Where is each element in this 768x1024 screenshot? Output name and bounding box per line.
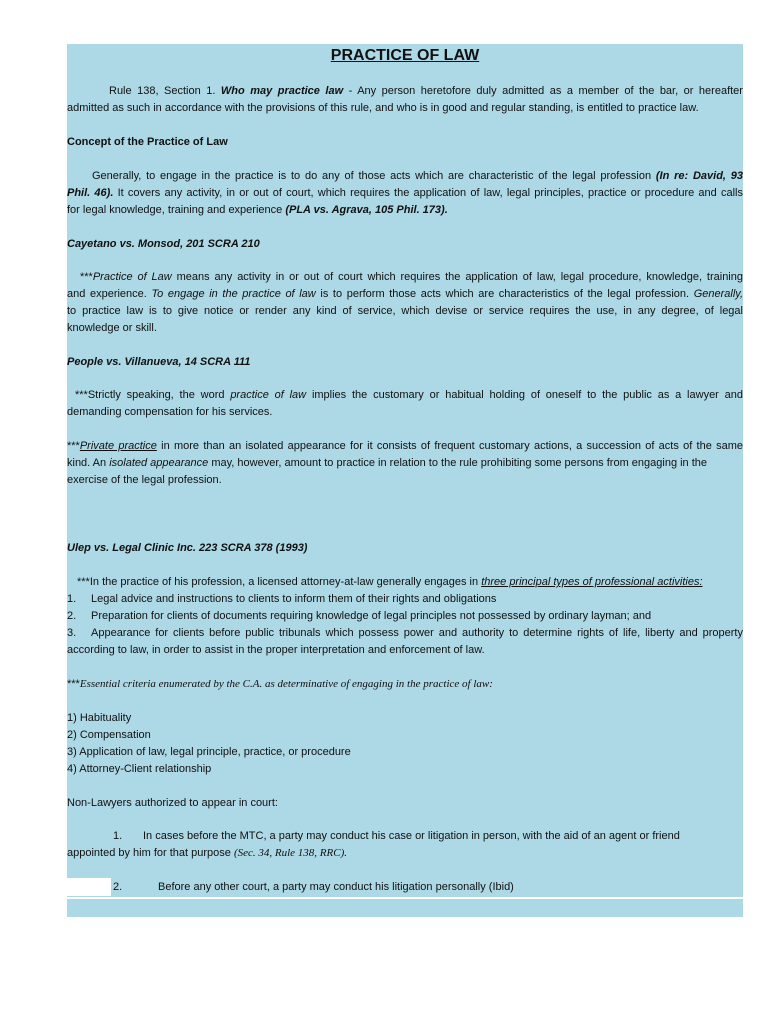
ulep-three-types: three principal types of professional activities: <box>481 576 703 588</box>
concept-text: Generally, to engage in the practice is to do any of those acts which are characteristic of the legal profession <box>92 170 652 182</box>
criteria-text: Essential criteria enumerated by the C.A. as determinative of engaging in the practice of law: <box>79 678 493 690</box>
rule-lead: Rule 138, Section 1. <box>109 85 216 97</box>
people-private-text-2c: may, however, amount to practice in relation to the rule prohibiting some persons from engaging in the <box>211 457 708 469</box>
criteria-item-2: 2) Compensation <box>67 729 151 741</box>
ulep-item-text: Preparation for clients of documents requiring knowledge of legal principles not possessed by ordinary layman; and <box>91 610 652 622</box>
cayetano-line-4: knowledge or skill. <box>67 322 157 334</box>
cayetano-text-2c: is to perform those acts which are characteristics of the legal profession. <box>320 288 690 300</box>
criteria-item-3: 3) Application of law, legal principle, practice, or procedure <box>67 746 351 758</box>
nonlawyers-item-text-2: appointed by him for that purpose <box>67 847 231 859</box>
people-line-1 <box>67 387 743 404</box>
document-footer-band <box>67 899 743 917</box>
cayetano-line-2 <box>67 286 743 303</box>
people-isolated-appearance: isolated appearance <box>109 457 209 469</box>
cayetano-stars: *** <box>80 271 93 283</box>
cayetano-heading: Cayetano vs. Monsod, 201 SCRA 210 <box>67 238 260 250</box>
concept-citation-agrava: (PLA vs. Agrava, 105 Phil. 173). <box>285 204 448 216</box>
people-private-practice: Private practice <box>79 440 157 452</box>
people-private-line-3: exercise of the legal profession. <box>67 474 222 486</box>
ulep-heading: Ulep vs. Legal Clinic Inc. 223 SCRA 378 (1993) <box>67 542 308 554</box>
nonlawyers-heading: Non-Lawyers authorized to appear in court: <box>67 797 278 809</box>
cayetano-generally: Generally, <box>693 288 744 300</box>
people-text-1a: ***Strictly speaking, the word <box>75 389 225 401</box>
rule-paragraph-line-1 <box>67 83 743 100</box>
rule-who-may-practice: Who may practice law <box>220 85 344 97</box>
cayetano-practice-of-law: Practice of Law <box>92 271 172 283</box>
concept-text-2: It covers any activity, in or out of court, which requires the application of law, legal principles, practice or procedure and calls <box>117 187 743 199</box>
concept-heading: Concept of the Practice of Law <box>67 136 228 148</box>
ulep-item-1 <box>67 591 743 608</box>
nonlawyers-item-text: Before any other court, a party may conduct his litigation personally (Ibid) <box>158 881 514 893</box>
ulep-item-number: 2. <box>67 610 77 622</box>
nonlawyers-item-number: 2. <box>113 881 123 893</box>
people-private-line-2 <box>67 455 743 472</box>
cayetano-line-1 <box>67 269 743 286</box>
document-title: PRACTICE OF LAW <box>330 47 480 64</box>
nonlawyers-item-2 <box>67 879 743 896</box>
concept-text-3: for legal knowledge, training and experience <box>67 204 283 216</box>
concept-line-1 <box>67 168 743 185</box>
people-private-line-1 <box>67 438 743 455</box>
ulep-intro <box>67 574 743 591</box>
ulep-item-3 <box>67 625 743 642</box>
ulep-intro-text: ***In the practice of his profession, a licensed attorney-at-law generally engages in <box>77 576 479 588</box>
criteria-stars: *** <box>67 678 80 690</box>
rule-paragraph-line-2: admitted as such in accordance with the provisions of this rule, and who is in good and regular standing, is entitled to practice law. <box>67 102 699 114</box>
people-text-1c: implies the customary or habitual holding of oneself to the public as a lawyer and <box>311 389 744 401</box>
people-private-text-2a: kind. An <box>67 457 107 469</box>
cayetano-line-3: to practice law is to give notice or render any kind of service, which devise or service requires the use, in any degree, of legal <box>67 305 743 317</box>
criteria-item-4: 4) Attorney-Client relationship <box>67 763 212 775</box>
concept-line-2 <box>67 185 743 202</box>
ulep-item-number: 3. <box>67 627 77 639</box>
concept-citation-david-end: Phil. 46). <box>67 187 114 199</box>
cayetano-text-1: means any activity in or out of court which requires the application of law, legal procedure, knowledge, training <box>176 271 743 283</box>
people-practice-of-law: practice of law <box>230 389 307 401</box>
concept-citation-david: (In re: David, 93 <box>655 170 743 182</box>
ulep-item-text: Appearance for clients before public tribunals which possess power and authority to determine rights of life, liberty and property <box>91 627 743 639</box>
rule-text: - Any person heretofore duly admitted as a member of the bar, or hereafter <box>348 85 743 97</box>
nonlawyers-item-text: In cases before the MTC, a party may conduct his case or litigation in person, with the aid of an agent or friend <box>143 830 680 842</box>
criteria-intro <box>67 676 743 693</box>
nonlawyers-item-1-continued <box>67 845 743 862</box>
cayetano-text-2a: and experience. <box>67 288 147 300</box>
criteria-item-1: 1) Habituality <box>67 712 132 724</box>
ulep-item-number: 1. <box>67 593 77 605</box>
people-private-text: in more than an isolated appearance for it consists of frequent customary actions, a succession of acts of the same <box>161 440 744 452</box>
people-line-2: demanding compensation for his services. <box>67 406 273 418</box>
ulep-item-3-continued: according to law, in order to assist in the proper interpretation and enforcement of law. <box>67 644 485 656</box>
nonlawyers-item-number: 1. <box>113 830 123 842</box>
cayetano-to-engage: To engage in the practice of law <box>151 288 316 300</box>
nonlawyers-item-1 <box>67 828 743 845</box>
people-private-stars: *** <box>67 440 80 452</box>
concept-line-3 <box>67 202 743 219</box>
nonlawyers-citation: (Sec. 34, Rule 138, RRC). <box>233 847 347 859</box>
people-heading: People vs. Villanueva, 14 SCRA 111 <box>67 356 251 368</box>
ulep-item-2 <box>67 608 743 625</box>
ulep-item-text: Legal advice and instructions to clients to inform them of their rights and obligations <box>91 593 497 605</box>
